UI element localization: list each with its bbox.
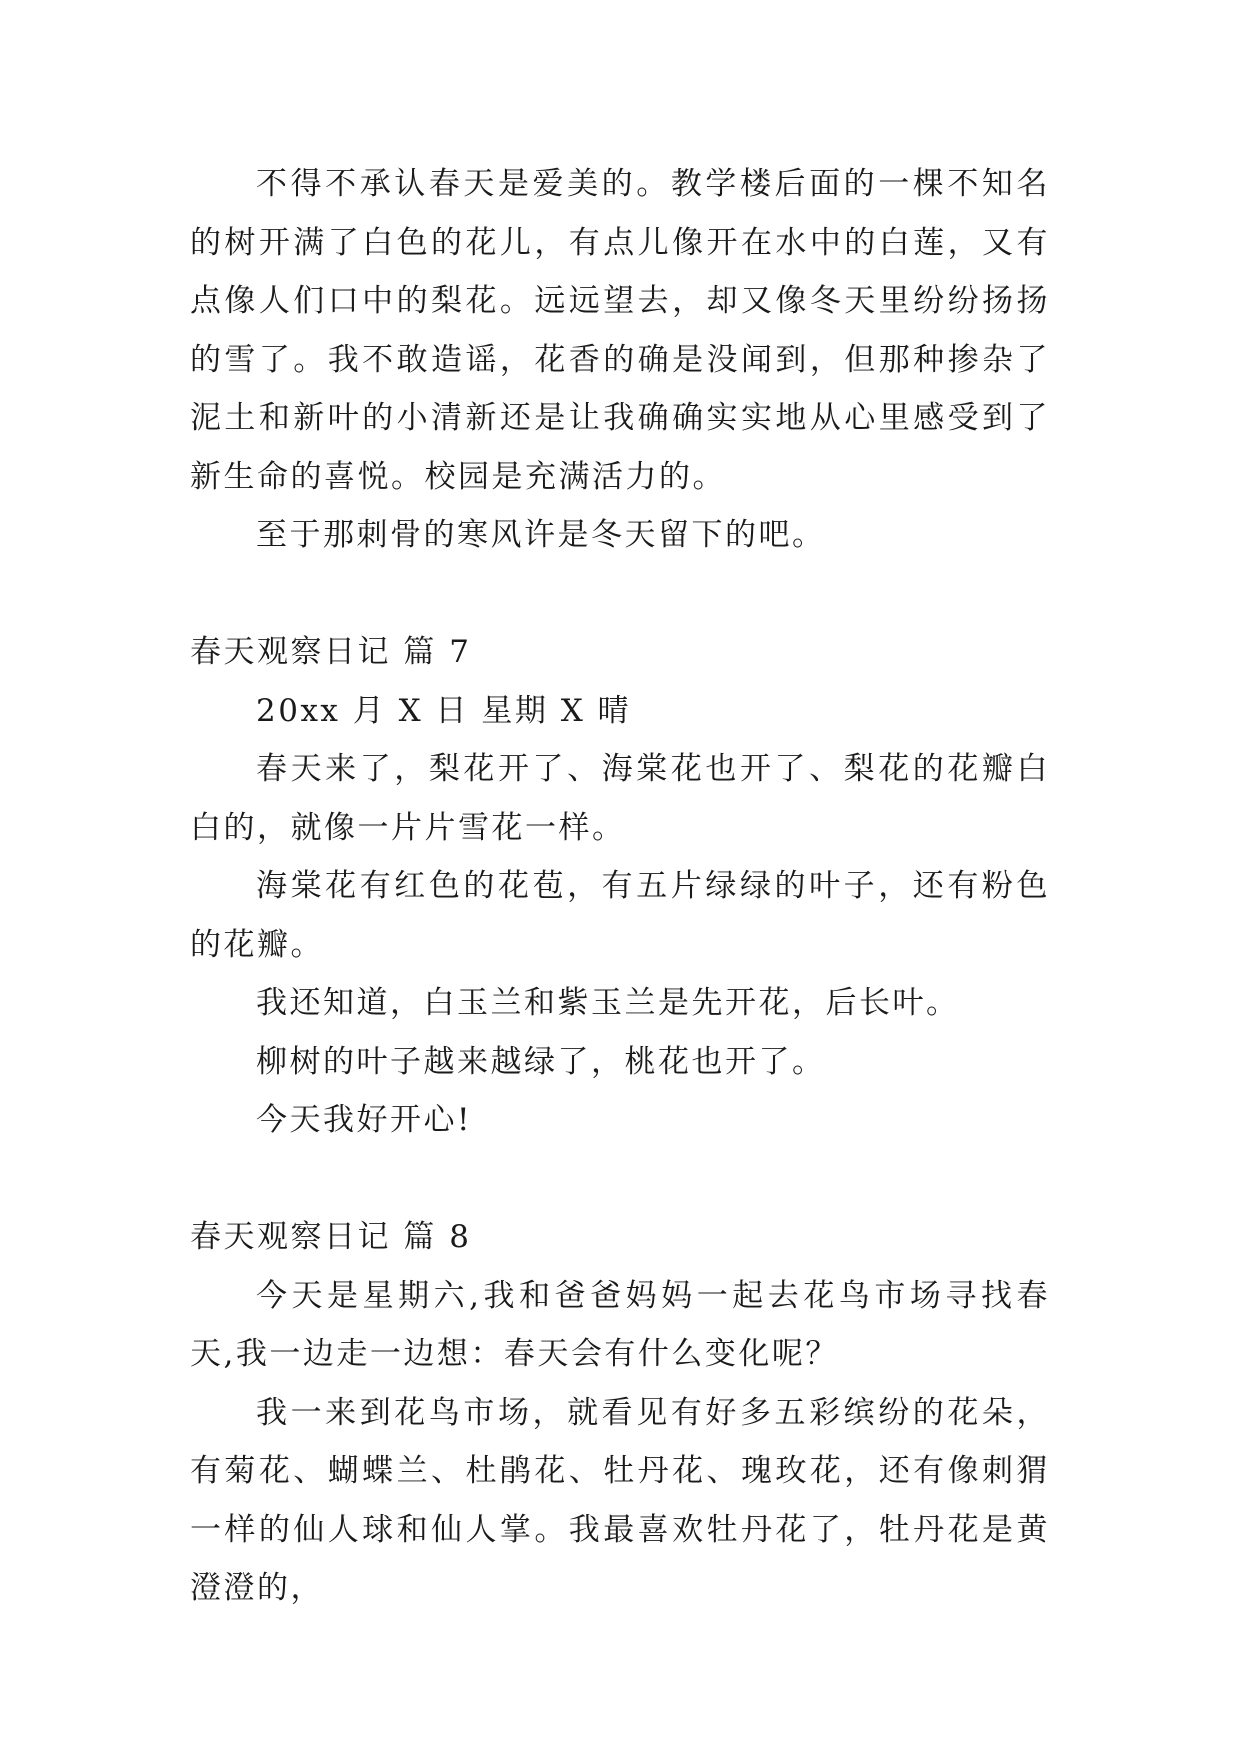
section-title: 春天观察日记 篇 8	[190, 1219, 472, 1255]
section-spacer	[190, 1150, 1050, 1209]
paragraph: 我一来到花鸟市场，就看见有好多五彩缤纷的花朵，有菊花、蝴蝶兰、杜鹃花、牡丹花、瑰玫花，还有像刺猬一样的仙人球和仙人掌。我最喜欢牡丹花了，牡丹花是黄澄澄的，	[190, 1394, 1050, 1606]
paragraph: 不得不承认春天是爱美的。教学楼后面的一棵不知名的树开满了白色的花儿，有点儿像开在水中的白莲，又有点像人们口中的梨花。远远望去，却又像冬天里纷纷扬扬的雪了。我不敢造谣，花香的确是没闻到，但那种掺杂了泥土和新叶的小清新还是让我确确实实地从心里感受到了新生命的喜悦。校园是充满活力的。	[190, 166, 1050, 495]
paragraph: 至于那刺骨的寒风许是冬天留下的吧。	[256, 517, 826, 553]
paragraph: 今天是星期六,我和爸爸妈妈一起去花鸟市场寻找春天,我一边走一边想：春天会有什么变化呢？	[190, 1277, 1050, 1372]
paragraph: 春天来了，梨花开了、海棠花也开了、梨花的花瓣白白的，就像一片片雪花一样。	[190, 751, 1050, 846]
section-title: 春天观察日记 篇 7	[190, 634, 472, 670]
paragraph: 我还知道，白玉兰和紫玉兰是先开花，后长叶。	[256, 985, 960, 1021]
diary-date-line: 20xx 月 X 日 星期 X 晴	[256, 692, 632, 729]
paragraph: 今天我好开心!	[256, 1102, 472, 1138]
paragraph: 海棠花有红色的花苞，有五片绿绿的叶子，还有粉色的花瓣。	[190, 868, 1050, 963]
document-body	[190, 155, 1050, 1618]
paragraph: 柳树的叶子越来越绿了，桃花也开了。	[256, 1043, 826, 1080]
section-spacer	[190, 565, 1050, 624]
